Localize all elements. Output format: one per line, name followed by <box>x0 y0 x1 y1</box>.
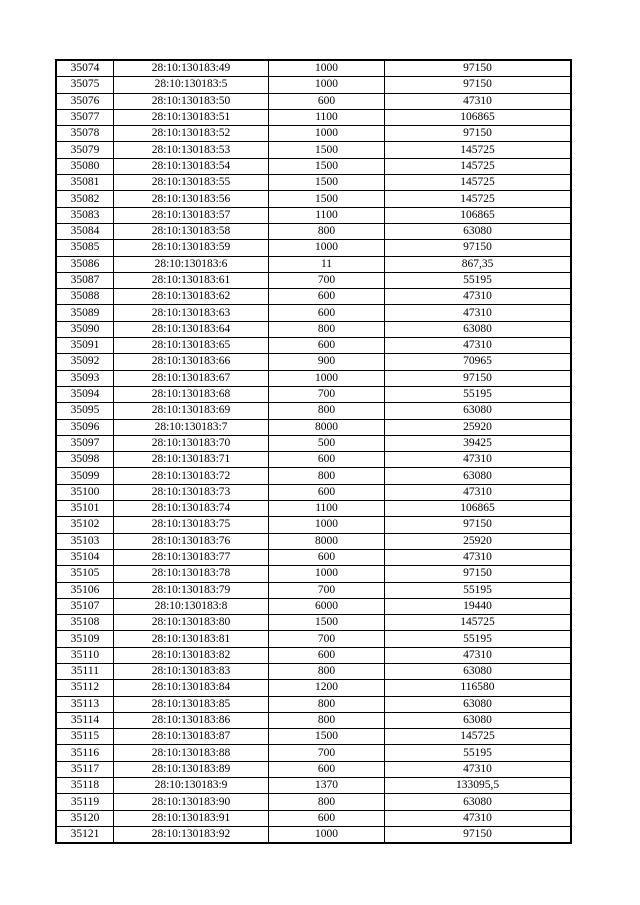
area-cell: 700 <box>269 631 385 647</box>
value-cell: 47310 <box>385 93 572 109</box>
area-cell: 1200 <box>269 680 385 696</box>
row-number-cell: 35110 <box>56 647 114 663</box>
area-cell: 600 <box>269 452 385 468</box>
row-number-cell: 35083 <box>56 207 114 223</box>
table-row <box>56 370 571 386</box>
table-row <box>56 615 571 631</box>
area-cell: 1000 <box>269 826 385 843</box>
row-number-cell: 35100 <box>56 484 114 500</box>
area-cell: 600 <box>269 549 385 565</box>
row-number-cell: 35089 <box>56 305 114 321</box>
value-cell: 63080 <box>385 403 572 419</box>
value-cell: 97150 <box>385 240 572 256</box>
table-row <box>56 826 571 843</box>
value-cell: 63080 <box>385 321 572 337</box>
value-cell: 145725 <box>385 615 572 631</box>
table-row <box>56 647 571 663</box>
table-row <box>56 663 571 679</box>
row-number-cell: 35093 <box>56 370 114 386</box>
table-row <box>56 419 571 435</box>
cadastral-number-cell: 28:10:130183:80 <box>114 615 269 631</box>
value-cell: 19440 <box>385 598 572 614</box>
area-cell: 1100 <box>269 207 385 223</box>
row-number-cell: 35076 <box>56 93 114 109</box>
table-row <box>56 191 571 207</box>
table-body <box>56 60 571 843</box>
cadastral-number-cell: 28:10:130183:72 <box>114 468 269 484</box>
table-row <box>56 468 571 484</box>
table-row <box>56 501 571 517</box>
value-cell: 63080 <box>385 468 572 484</box>
row-number-cell: 35105 <box>56 566 114 582</box>
cadastral-number-cell: 28:10:130183:59 <box>114 240 269 256</box>
row-number-cell: 35119 <box>56 794 114 810</box>
table-row <box>56 142 571 158</box>
row-number-cell: 35086 <box>56 256 114 272</box>
value-cell: 133095,5 <box>385 778 572 794</box>
area-cell: 700 <box>269 386 385 402</box>
area-cell: 700 <box>269 582 385 598</box>
cadastral-number-cell: 28:10:130183:89 <box>114 761 269 777</box>
value-cell: 97150 <box>385 826 572 843</box>
area-cell: 600 <box>269 93 385 109</box>
table-row <box>56 729 571 745</box>
value-cell: 97150 <box>385 126 572 142</box>
cadastral-number-cell: 28:10:130183:64 <box>114 321 269 337</box>
value-cell: 47310 <box>385 338 572 354</box>
row-number-cell: 35115 <box>56 729 114 745</box>
cadastral-number-cell: 28:10:130183:79 <box>114 582 269 598</box>
cadastral-number-cell: 28:10:130183:92 <box>114 826 269 843</box>
cadastral-number-cell: 28:10:130183:86 <box>114 712 269 728</box>
area-cell: 1000 <box>269 566 385 582</box>
table-row <box>56 93 571 109</box>
area-cell: 1500 <box>269 729 385 745</box>
table-row <box>56 338 571 354</box>
row-number-cell: 35104 <box>56 549 114 565</box>
row-number-cell: 35103 <box>56 533 114 549</box>
table-row <box>56 289 571 305</box>
table-row <box>56 712 571 728</box>
row-number-cell: 35096 <box>56 419 114 435</box>
row-number-cell: 35084 <box>56 223 114 239</box>
row-number-cell: 35077 <box>56 109 114 125</box>
cadastral-number-cell: 28:10:130183:62 <box>114 289 269 305</box>
table-row <box>56 452 571 468</box>
cadastral-number-cell: 28:10:130183:53 <box>114 142 269 158</box>
row-number-cell: 35090 <box>56 321 114 337</box>
area-cell: 900 <box>269 354 385 370</box>
value-cell: 97150 <box>385 370 572 386</box>
row-number-cell: 35080 <box>56 158 114 174</box>
table-row <box>56 321 571 337</box>
area-cell: 800 <box>269 696 385 712</box>
cadastral-number-cell: 28:10:130183:88 <box>114 745 269 761</box>
cadastral-number-cell: 28:10:130183:6 <box>114 256 269 272</box>
area-cell: 6000 <box>269 598 385 614</box>
area-cell: 800 <box>269 468 385 484</box>
row-number-cell: 35097 <box>56 435 114 451</box>
table-row <box>56 175 571 191</box>
cadastral-number-cell: 28:10:130183:73 <box>114 484 269 500</box>
land-plot-table <box>55 59 572 844</box>
table-row <box>56 223 571 239</box>
cadastral-number-cell: 28:10:130183:83 <box>114 663 269 679</box>
value-cell: 145725 <box>385 729 572 745</box>
cadastral-number-cell: 28:10:130183:82 <box>114 647 269 663</box>
area-cell: 800 <box>269 223 385 239</box>
row-number-cell: 35106 <box>56 582 114 598</box>
value-cell: 47310 <box>385 549 572 565</box>
area-cell: 1500 <box>269 615 385 631</box>
value-cell: 47310 <box>385 305 572 321</box>
cadastral-number-cell: 28:10:130183:54 <box>114 158 269 174</box>
cadastral-number-cell: 28:10:130183:5 <box>114 77 269 93</box>
area-cell: 800 <box>269 403 385 419</box>
table-row <box>56 126 571 142</box>
area-cell: 1000 <box>269 370 385 386</box>
cadastral-number-cell: 28:10:130183:78 <box>114 566 269 582</box>
row-number-cell: 35091 <box>56 338 114 354</box>
table-row <box>56 435 571 451</box>
table-row <box>56 158 571 174</box>
table-row <box>56 240 571 256</box>
table-row <box>56 582 571 598</box>
value-cell: 47310 <box>385 761 572 777</box>
cadastral-number-cell: 28:10:130183:75 <box>114 517 269 533</box>
area-cell: 700 <box>269 272 385 288</box>
table-row <box>56 810 571 826</box>
cadastral-number-cell: 28:10:130183:52 <box>114 126 269 142</box>
area-cell: 800 <box>269 712 385 728</box>
row-number-cell: 35101 <box>56 501 114 517</box>
value-cell: 55195 <box>385 582 572 598</box>
value-cell: 97150 <box>385 77 572 93</box>
value-cell: 106865 <box>385 207 572 223</box>
row-number-cell: 35118 <box>56 778 114 794</box>
cadastral-number-cell: 28:10:130183:74 <box>114 501 269 517</box>
row-number-cell: 35117 <box>56 761 114 777</box>
cadastral-number-cell: 28:10:130183:77 <box>114 549 269 565</box>
cadastral-number-cell: 28:10:130183:51 <box>114 109 269 125</box>
area-cell: 600 <box>269 647 385 663</box>
area-cell: 1000 <box>269 60 385 77</box>
value-cell: 97150 <box>385 566 572 582</box>
table-row <box>56 272 571 288</box>
value-cell: 63080 <box>385 696 572 712</box>
row-number-cell: 35116 <box>56 745 114 761</box>
row-number-cell: 35078 <box>56 126 114 142</box>
value-cell: 63080 <box>385 794 572 810</box>
cadastral-number-cell: 28:10:130183:9 <box>114 778 269 794</box>
area-cell: 600 <box>269 484 385 500</box>
cadastral-number-cell: 28:10:130183:58 <box>114 223 269 239</box>
row-number-cell: 35079 <box>56 142 114 158</box>
area-cell: 800 <box>269 794 385 810</box>
table-row <box>56 484 571 500</box>
value-cell: 25920 <box>385 533 572 549</box>
table-row <box>56 256 571 272</box>
cadastral-number-cell: 28:10:130183:87 <box>114 729 269 745</box>
cadastral-number-cell: 28:10:130183:76 <box>114 533 269 549</box>
row-number-cell: 35074 <box>56 60 114 77</box>
cadastral-number-cell: 28:10:130183:55 <box>114 175 269 191</box>
row-number-cell: 35120 <box>56 810 114 826</box>
area-cell: 800 <box>269 321 385 337</box>
row-number-cell: 35092 <box>56 354 114 370</box>
table-row <box>56 533 571 549</box>
table-row <box>56 77 571 93</box>
area-cell: 11 <box>269 256 385 272</box>
value-cell: 63080 <box>385 663 572 679</box>
area-cell: 600 <box>269 338 385 354</box>
row-number-cell: 35098 <box>56 452 114 468</box>
value-cell: 39425 <box>385 435 572 451</box>
row-number-cell: 35075 <box>56 77 114 93</box>
row-number-cell: 35087 <box>56 272 114 288</box>
cadastral-number-cell: 28:10:130183:61 <box>114 272 269 288</box>
area-cell: 1000 <box>269 517 385 533</box>
row-number-cell: 35108 <box>56 615 114 631</box>
table-row <box>56 631 571 647</box>
row-number-cell: 35088 <box>56 289 114 305</box>
table-row <box>56 60 571 77</box>
cadastral-number-cell: 28:10:130183:56 <box>114 191 269 207</box>
value-cell: 47310 <box>385 810 572 826</box>
row-number-cell: 35111 <box>56 663 114 679</box>
cadastral-number-cell: 28:10:130183:68 <box>114 386 269 402</box>
table-row <box>56 517 571 533</box>
area-cell: 8000 <box>269 419 385 435</box>
area-cell: 600 <box>269 810 385 826</box>
row-number-cell: 35113 <box>56 696 114 712</box>
area-cell: 1500 <box>269 175 385 191</box>
cadastral-number-cell: 28:10:130183:8 <box>114 598 269 614</box>
table-row <box>56 403 571 419</box>
table-row <box>56 386 571 402</box>
area-cell: 1000 <box>269 126 385 142</box>
cadastral-number-cell: 28:10:130183:50 <box>114 93 269 109</box>
table-row <box>56 794 571 810</box>
row-number-cell: 35102 <box>56 517 114 533</box>
value-cell: 70965 <box>385 354 572 370</box>
cadastral-number-cell: 28:10:130183:71 <box>114 452 269 468</box>
table-row <box>56 761 571 777</box>
area-cell: 1500 <box>269 158 385 174</box>
row-number-cell: 35082 <box>56 191 114 207</box>
row-number-cell: 35081 <box>56 175 114 191</box>
table-row <box>56 598 571 614</box>
cadastral-number-cell: 28:10:130183:63 <box>114 305 269 321</box>
row-number-cell: 35109 <box>56 631 114 647</box>
value-cell: 63080 <box>385 712 572 728</box>
row-number-cell: 35112 <box>56 680 114 696</box>
cadastral-number-cell: 28:10:130183:7 <box>114 419 269 435</box>
area-cell: 600 <box>269 761 385 777</box>
area-cell: 1500 <box>269 142 385 158</box>
cadastral-number-cell: 28:10:130183:69 <box>114 403 269 419</box>
area-cell: 800 <box>269 663 385 679</box>
table-row <box>56 680 571 696</box>
table-row <box>56 354 571 370</box>
value-cell: 145725 <box>385 158 572 174</box>
value-cell: 145725 <box>385 191 572 207</box>
area-cell: 8000 <box>269 533 385 549</box>
value-cell: 55195 <box>385 745 572 761</box>
table-row <box>56 305 571 321</box>
cadastral-number-cell: 28:10:130183:49 <box>114 60 269 77</box>
row-number-cell: 35095 <box>56 403 114 419</box>
value-cell: 867,35 <box>385 256 572 272</box>
area-cell: 1000 <box>269 240 385 256</box>
area-cell: 1370 <box>269 778 385 794</box>
value-cell: 145725 <box>385 175 572 191</box>
value-cell: 97150 <box>385 517 572 533</box>
area-cell: 1100 <box>269 501 385 517</box>
value-cell: 145725 <box>385 142 572 158</box>
table-row <box>56 778 571 794</box>
cadastral-number-cell: 28:10:130183:85 <box>114 696 269 712</box>
value-cell: 116580 <box>385 680 572 696</box>
area-cell: 1000 <box>269 77 385 93</box>
area-cell: 700 <box>269 745 385 761</box>
row-number-cell: 35114 <box>56 712 114 728</box>
table-row <box>56 109 571 125</box>
cadastral-number-cell: 28:10:130183:90 <box>114 794 269 810</box>
value-cell: 47310 <box>385 289 572 305</box>
cadastral-number-cell: 28:10:130183:66 <box>114 354 269 370</box>
cadastral-number-cell: 28:10:130183:65 <box>114 338 269 354</box>
cadastral-number-cell: 28:10:130183:57 <box>114 207 269 223</box>
table-row <box>56 207 571 223</box>
value-cell: 106865 <box>385 501 572 517</box>
value-cell: 63080 <box>385 223 572 239</box>
value-cell: 55195 <box>385 386 572 402</box>
row-number-cell: 35099 <box>56 468 114 484</box>
row-number-cell: 35121 <box>56 826 114 843</box>
value-cell: 25920 <box>385 419 572 435</box>
cadastral-number-cell: 28:10:130183:67 <box>114 370 269 386</box>
table-row <box>56 745 571 761</box>
cadastral-number-cell: 28:10:130183:81 <box>114 631 269 647</box>
value-cell: 55195 <box>385 272 572 288</box>
area-cell: 1100 <box>269 109 385 125</box>
value-cell: 97150 <box>385 60 572 77</box>
table-row <box>56 549 571 565</box>
cadastral-number-cell: 28:10:130183:91 <box>114 810 269 826</box>
value-cell: 55195 <box>385 631 572 647</box>
area-cell: 500 <box>269 435 385 451</box>
row-number-cell: 35107 <box>56 598 114 614</box>
value-cell: 106865 <box>385 109 572 125</box>
row-number-cell: 35085 <box>56 240 114 256</box>
table-row <box>56 566 571 582</box>
area-cell: 600 <box>269 305 385 321</box>
row-number-cell: 35094 <box>56 386 114 402</box>
area-cell: 600 <box>269 289 385 305</box>
table-row <box>56 696 571 712</box>
value-cell: 47310 <box>385 484 572 500</box>
cadastral-number-cell: 28:10:130183:84 <box>114 680 269 696</box>
area-cell: 1500 <box>269 191 385 207</box>
cadastral-number-cell: 28:10:130183:70 <box>114 435 269 451</box>
value-cell: 47310 <box>385 647 572 663</box>
value-cell: 47310 <box>385 452 572 468</box>
